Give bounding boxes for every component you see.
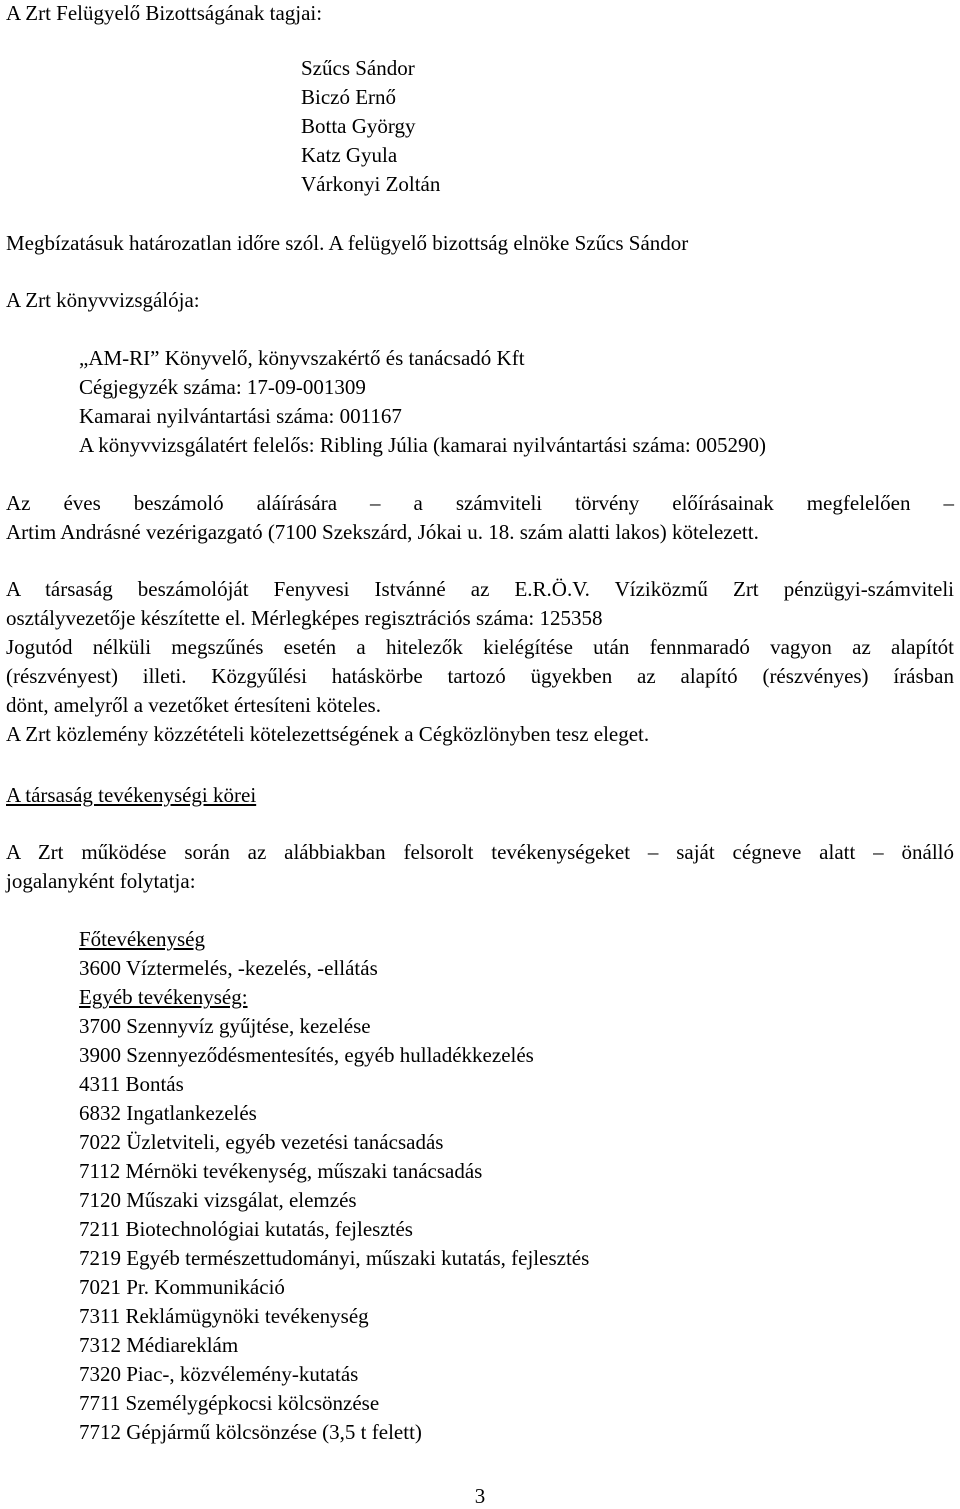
auditor-line: A könyvvizsgálatért felelős: Ribling Júlia (kamarai nyilvántartási száma: 005290) — [79, 433, 766, 457]
intro-line: A Zrt működése során az alábbiakban felsorolt tevékenységeket – saját cégneve alatt – önálló — [6, 840, 954, 864]
activity-item: 7112 Mérnöki tevékenység, műszaki tanácsadás — [79, 1159, 483, 1183]
report-line: A Zrt közlemény közzétételi kötelezettségének a Cégközlönyben tesz eleget. — [6, 722, 650, 746]
activity-item: 7021 Pr. Kommunikáció — [79, 1275, 285, 1299]
signing-paragraph — [6, 489, 954, 547]
activity-item: 7211 Biotechnológiai kutatás, fejlesztés — [79, 1217, 413, 1241]
auditor-line: „AM-RI” Könyvelő, könyvszakértő és tanácsadó Kft — [79, 346, 525, 370]
auditor-line: Kamarai nyilvántartási száma: 001167 — [79, 404, 402, 428]
intro-line: jogalanyként folytatja: — [6, 869, 196, 893]
board-heading: A Zrt Felügyelő Bizottságának tagjai: — [6, 1, 323, 25]
report-line: osztályvezetője készítette el. Mérlegképes regisztrációs száma: 125358 — [6, 606, 603, 630]
page-number: 3 — [474, 1484, 486, 1508]
activity-item: 6832 Ingatlankezelés — [79, 1101, 257, 1125]
activity-item: 3900 Szennyeződésmentesítés, egyéb hulladékkezelés — [79, 1043, 534, 1067]
main-activity-heading: Főtevékenység — [79, 927, 205, 951]
activities-intro — [6, 838, 954, 896]
activity-item: 4311 Bontás — [79, 1072, 184, 1096]
activity-item: 3700 Szennyvíz gyűjtése, kezelése — [79, 1014, 371, 1038]
auditor-line: Cégjegyzék száma: 17-09-001309 — [79, 375, 366, 399]
activity-item: 7022 Üzletviteli, egyéb vezetési tanácsadás — [79, 1130, 444, 1154]
board-member: Biczó Ernő — [301, 85, 397, 109]
activity-item: 7320 Piac-, közvélemény-kutatás — [79, 1362, 359, 1386]
board-mandate: Megbízatásuk határozatlan időre szól. A felügyelő bizottság elnöke Szűcs Sándor — [6, 231, 689, 255]
main-activity-item: 3600 Víztermelés, -kezelés, -ellátás — [79, 956, 378, 980]
report-line: A társaság beszámolóját Fenyvesi Istvánné az E.R.Ö.V. Víziközmű Zrt pénzügyi-számviteli — [6, 577, 954, 601]
activities-heading: A társaság tevékenységi körei — [6, 783, 257, 807]
report-paragraph — [6, 575, 954, 749]
report-line: Jogutód nélküli megszűnés esetén a hitelezők kielégítése után fennmaradó vagyon az alapítót — [6, 635, 954, 659]
report-line: dönt, amelyről a vezetőket értesíteni köteles. — [6, 693, 381, 717]
activity-item: 7219 Egyéb természettudományi, műszaki kutatás, fejlesztés — [79, 1246, 590, 1270]
board-member: Botta György — [301, 114, 416, 138]
board-member: Katz Gyula — [301, 143, 398, 167]
signing-line: Artim Andrásné vezérigazgató (7100 Szekszárd, Jókai u. 18. szám alatti lakos) kötelezett. — [6, 520, 759, 544]
activity-item: 7120 Műszaki vizsgálat, elemzés — [79, 1188, 357, 1212]
board-member: Szűcs Sándor — [301, 56, 415, 80]
activity-item: 7311 Reklámügynöki tevékenység — [79, 1304, 369, 1328]
board-member: Várkonyi Zoltán — [301, 172, 441, 196]
signing-line: Az éves beszámoló aláírására – a számviteli törvény előírásainak megfelelően – — [6, 491, 954, 515]
activity-item: 7312 Médiareklám — [79, 1333, 239, 1357]
activity-item: 7712 Gépjármű kölcsönzése (3,5 t felett) — [79, 1420, 422, 1444]
other-activity-heading: Egyéb tevékenység: — [79, 985, 248, 1009]
report-line: (részvényest) illeti. Közgyűlési hatáskörbe tartozó ügyekben az alapító (részvényes) írásban — [6, 664, 954, 688]
activity-item: 7711 Személygépkocsi kölcsönzése — [79, 1391, 380, 1415]
auditor-heading: A Zrt könyvvizsgálója: — [6, 288, 200, 312]
